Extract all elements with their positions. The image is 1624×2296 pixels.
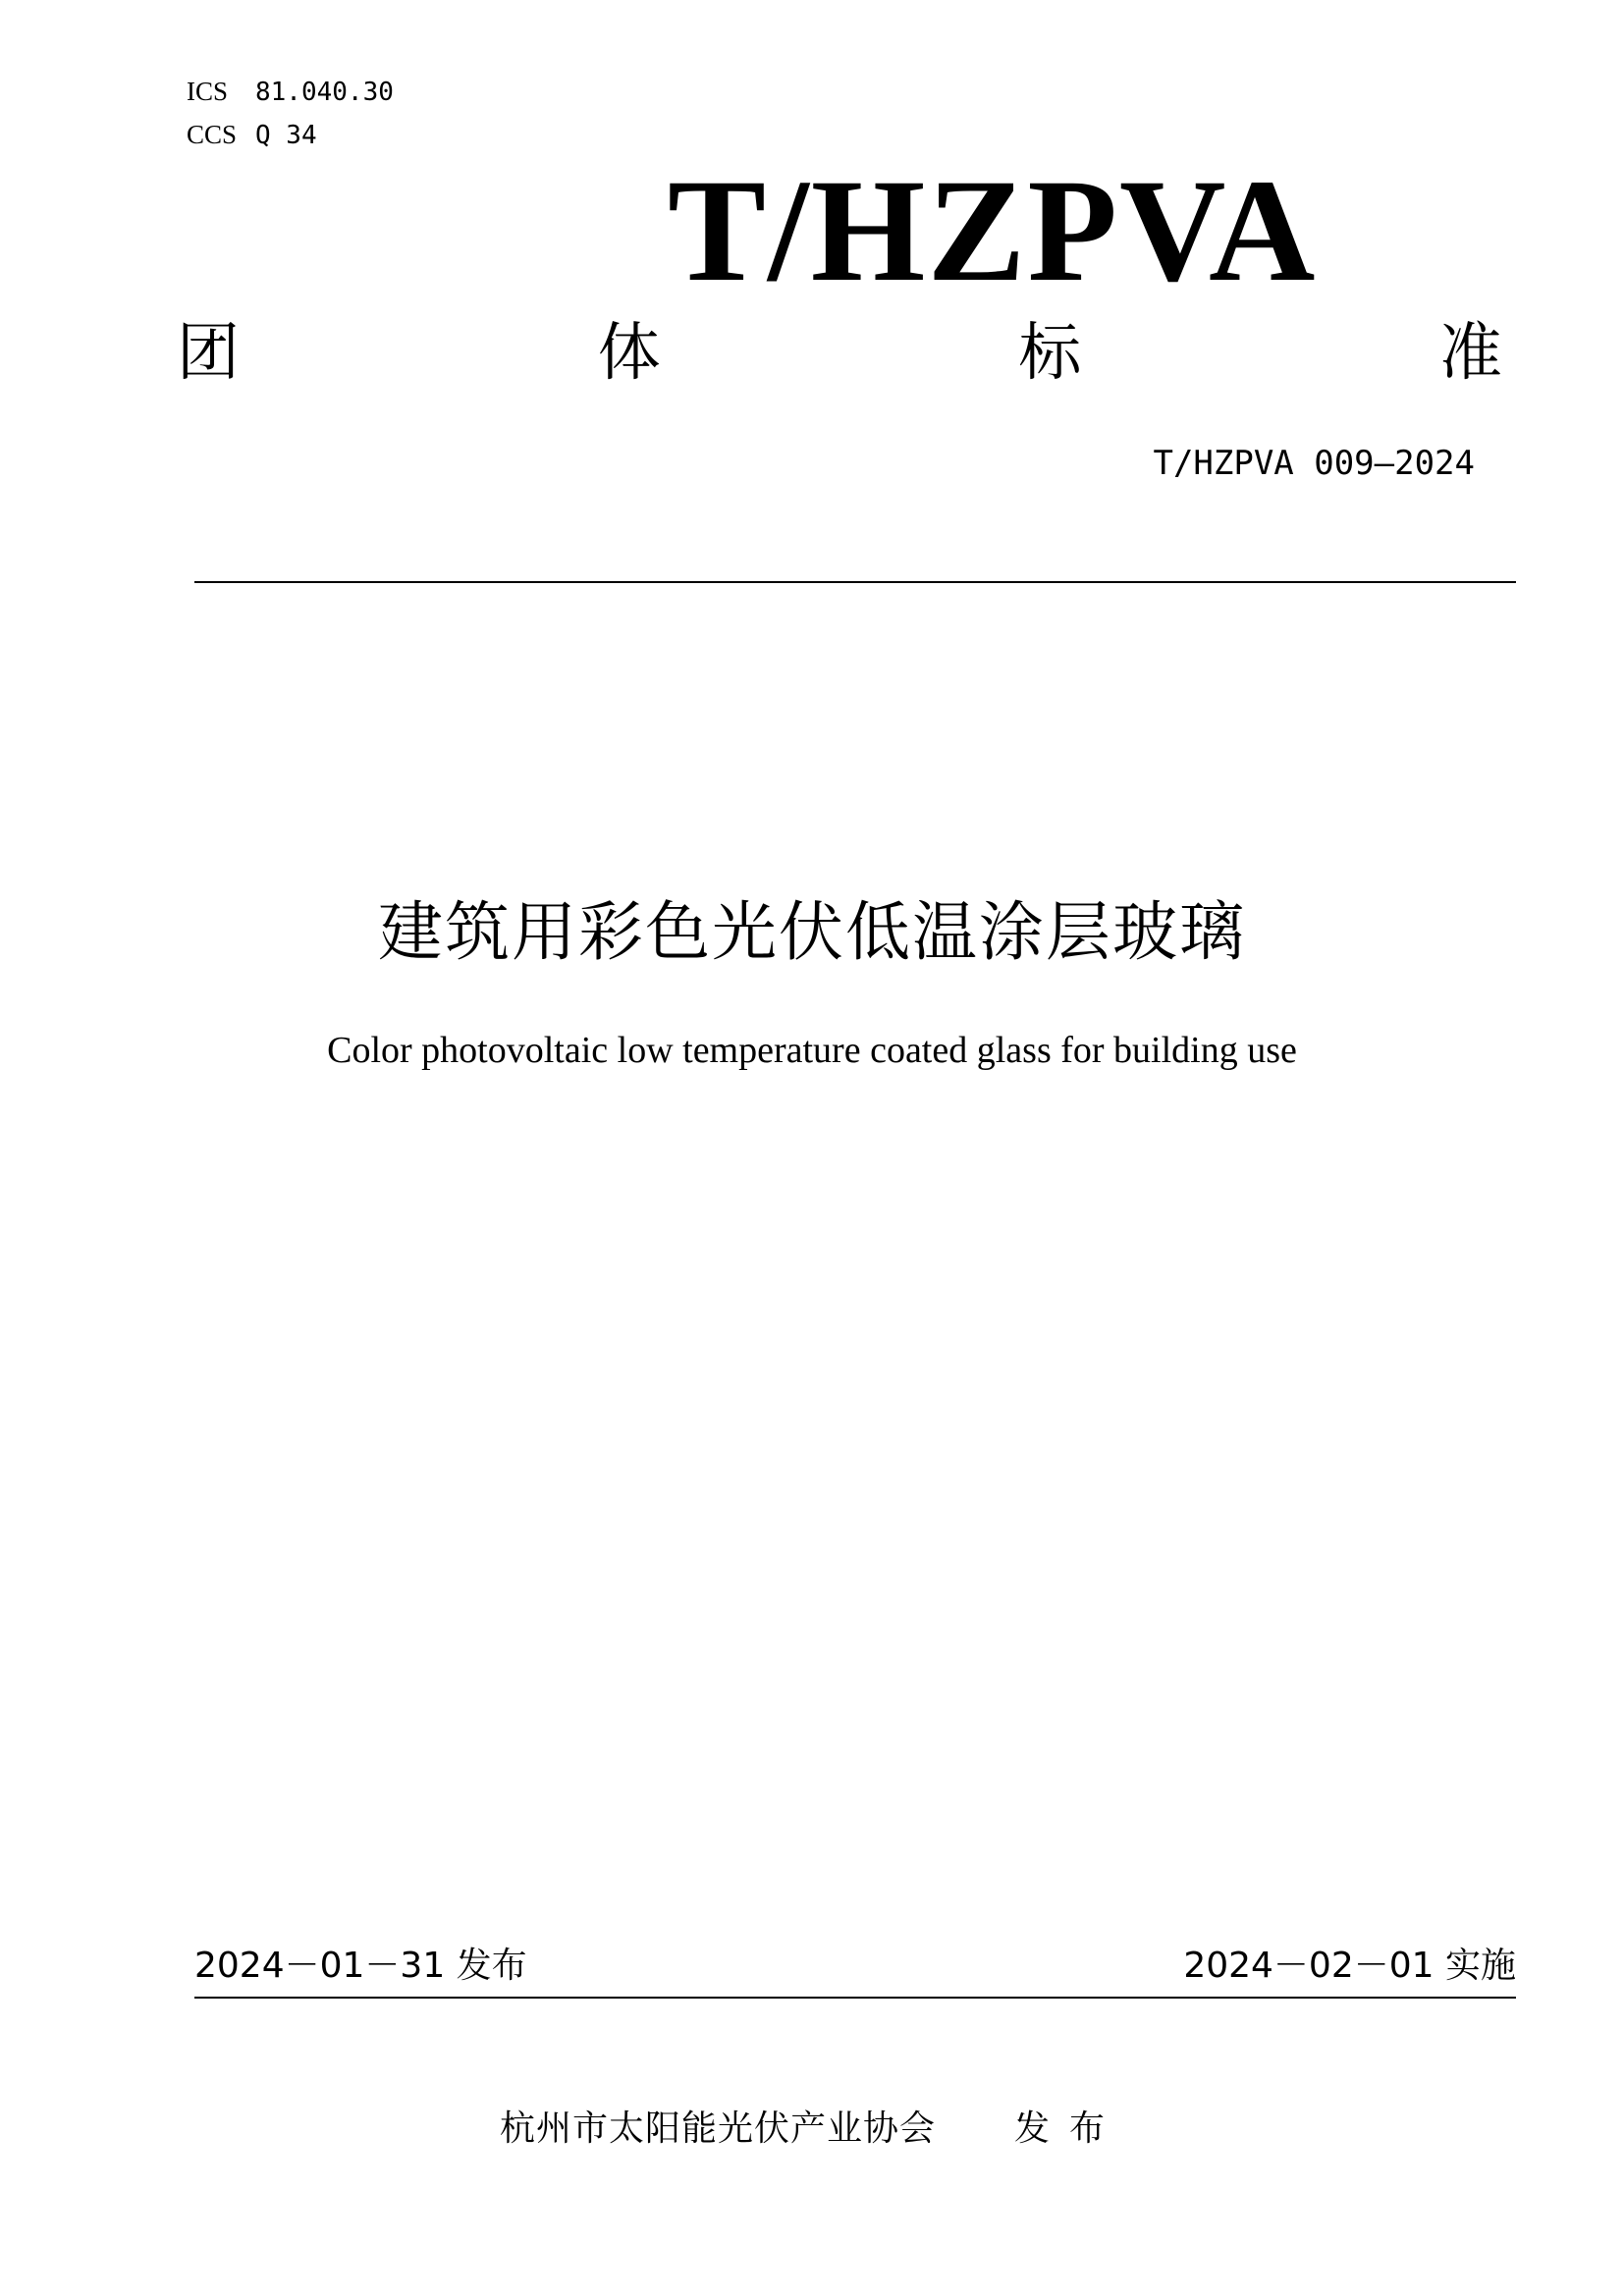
standard-type-char: 准 (1438, 317, 1502, 390)
publisher-action: 发布 (1014, 2109, 1125, 2149)
ccs-value: Q 34 (255, 121, 317, 150)
standard-type-char: 体 (597, 317, 661, 390)
standard-type-char: 团 (177, 317, 240, 390)
standard-type-char: 标 (1018, 317, 1082, 390)
ics-value: 81.040.30 (255, 78, 394, 107)
issue-date: 2024－01－31 发布 (194, 1946, 527, 1986)
ics-label: ICS (187, 77, 229, 106)
document-number: T/HZPVA 009—2024 (1153, 444, 1475, 483)
standard-type (177, 314, 1502, 393)
title-english: Color photovoltaic low temperature coated glass for building use (327, 1030, 1297, 1071)
publisher-line (0, 2106, 1624, 2153)
implementation-date: 2024－02－01 实施 (1183, 1946, 1516, 1986)
publisher-name: 杭州市太阳能光伏产业协会 (499, 2109, 936, 2149)
top-divider (194, 581, 1516, 583)
bottom-divider (194, 1997, 1516, 1999)
ccs-label: CCS (187, 120, 238, 149)
standard-code: T/HZPVA (668, 149, 1318, 312)
title-chinese: 建筑用彩色光伏低温涂层玻璃 (378, 894, 1246, 970)
ccs-line (187, 120, 317, 155)
ics-line (187, 77, 394, 112)
